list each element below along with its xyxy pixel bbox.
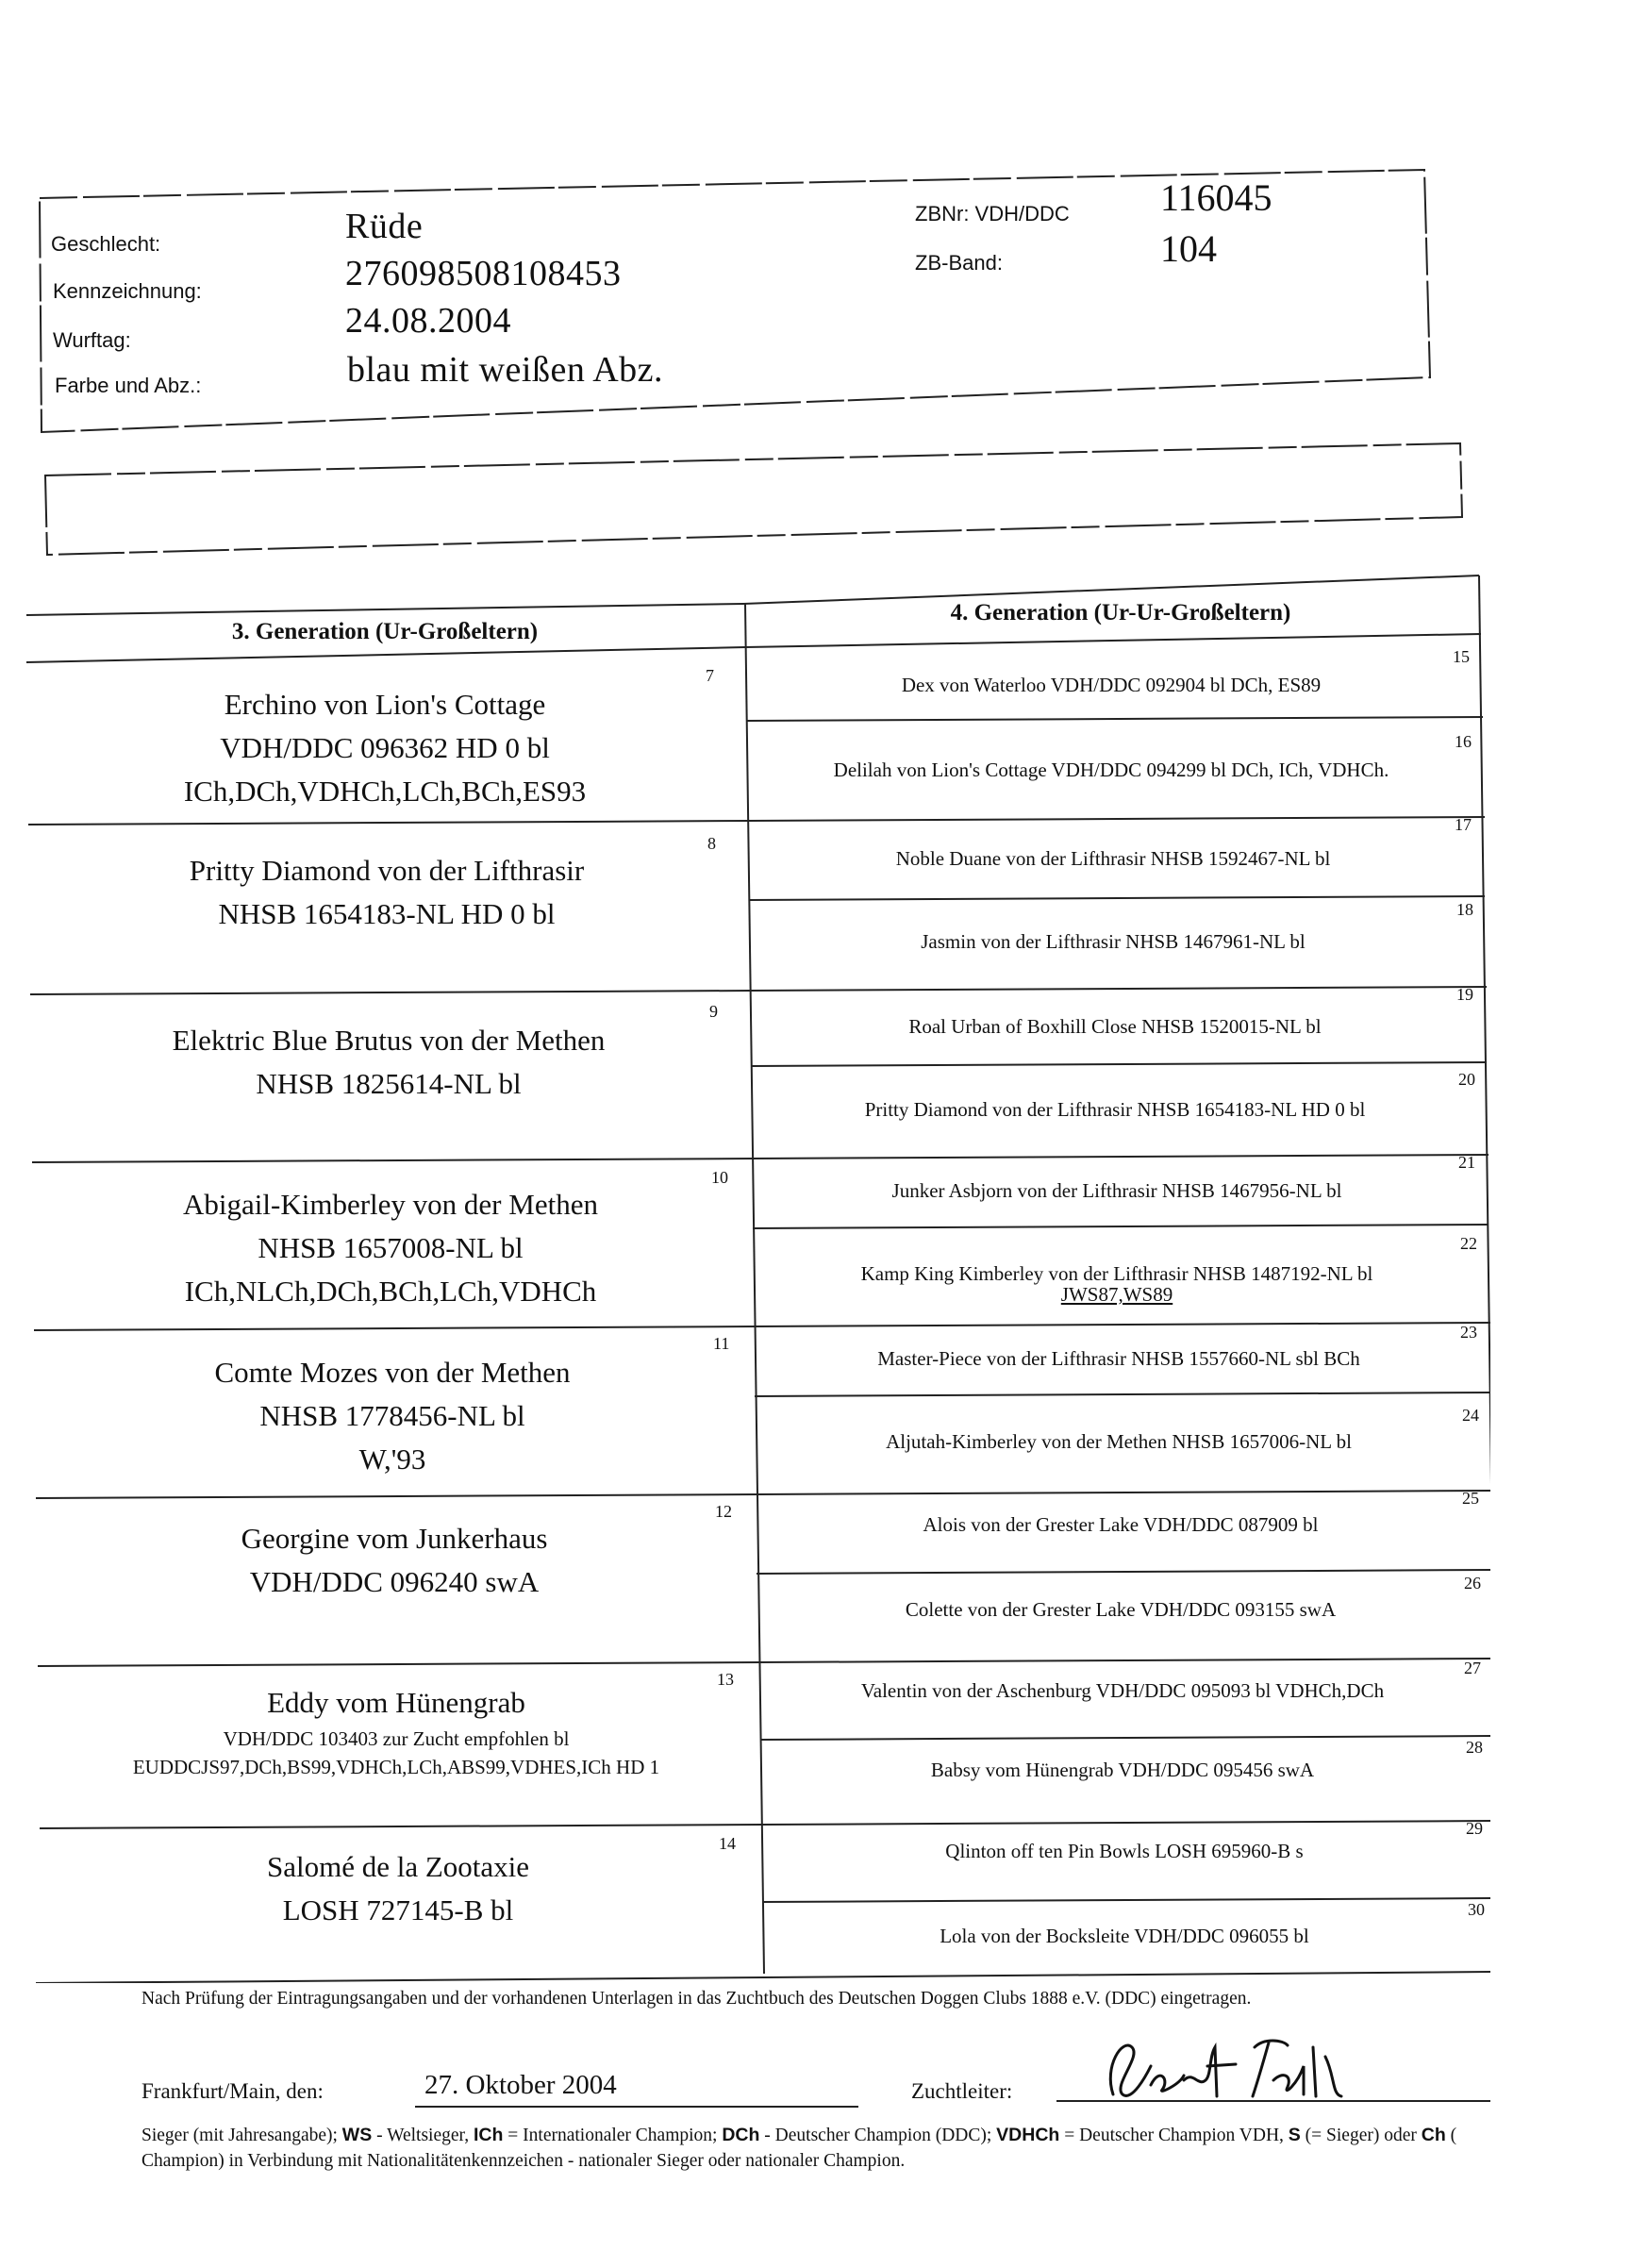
- legend-text: Sieger (mit Jahresangabe);: [141, 2126, 338, 2145]
- legend-abbr: VDHCh: [996, 2125, 1060, 2145]
- gen3-entry: [42, 1183, 740, 1313]
- gen4-number: 21: [1458, 1153, 1475, 1172]
- id-value: 276098508108453: [345, 254, 622, 293]
- gen4-entry: Lola von der Bocksleite VDH/DDC 096055 bl: [940, 1925, 1309, 1947]
- gen3-registry: VDH/DDC 103403 zur Zucht empfohlen bl: [223, 1727, 570, 1750]
- gen4-entry: Colette von der Grester Lake VDH/DDC 093155 swA: [905, 1598, 1337, 1621]
- legend-abbr: Ch: [1421, 2125, 1446, 2145]
- gen3-number: 12: [715, 1502, 732, 1521]
- gen3-registry: VDH/DDC 096240 swA: [249, 1565, 540, 1598]
- issue-date: 27. Oktober 2004: [424, 2070, 617, 2100]
- gen4-entry: Babsy vom Hünengrab VDH/DDC 095456 swA: [930, 1759, 1315, 1781]
- gen4-number: 16: [1455, 732, 1472, 751]
- gen3-heading: 3. Generation (Ur-Großeltern): [231, 619, 539, 644]
- gen3-titles: ICh,NLCh,DCh,BCh,LCh,VDHCh: [184, 1275, 597, 1308]
- color-value: blau mit weißen Abz.: [347, 350, 664, 390]
- gen4-number: 23: [1460, 1323, 1477, 1342]
- sex-value: Rüde: [345, 207, 424, 246]
- gen3-entry: [40, 1019, 738, 1106]
- gen4-number: 29: [1466, 1819, 1483, 1838]
- legend-abbr: S: [1288, 2125, 1301, 2145]
- gen3-number: 11: [713, 1334, 730, 1353]
- zbnr-label: ZBNr: VDH/DDC: [915, 202, 1070, 225]
- gen4-number: 25: [1462, 1489, 1479, 1508]
- gen4-entry: Alois von der Grester Lake VDH/DDC 087909 bl: [923, 1513, 1319, 1536]
- gen3-registry: NHSB 1654183-NL HD 0 bl: [218, 897, 556, 930]
- gen3-registry: NHSB 1778456-NL bl: [259, 1399, 525, 1432]
- legend-text: - Weltsieger,: [372, 2126, 470, 2145]
- gen4-entry: Roal Urban of Boxhill Close NHSB 1520015-NL bl: [908, 1015, 1322, 1038]
- gen4-number: 20: [1458, 1070, 1475, 1089]
- gen3-entry: [36, 683, 734, 813]
- gen3-name: Abigail-Kimberley von der Methen: [183, 1188, 598, 1221]
- gen4-number: 17: [1455, 815, 1472, 834]
- gen3-number: 14: [719, 1834, 736, 1853]
- gen4-number: 22: [1460, 1234, 1477, 1253]
- gen4-text: Kamp King Kimberley von der Lifthrasir NHSB 1487192-NL bl: [860, 1262, 1373, 1285]
- gen4-entry: Noble Duane von der Lifthrasir NHSB 1592467-NL bl: [895, 847, 1331, 870]
- gen4-entry: Junker Asbjorn von der Lifthrasir NHSB 1467956-NL bl: [891, 1179, 1342, 1202]
- gen4-entry: Dex von Waterloo VDH/DDC 092904 bl DCh, ES89: [901, 674, 1322, 696]
- gen4-entry: [768, 1262, 1466, 1306]
- gen3-entry: [43, 1351, 741, 1481]
- gen3-registry: NHSB 1825614-NL bl: [256, 1067, 522, 1100]
- gen4-heading: 4. Generation (Ur-Ur-Großeltern): [950, 600, 1291, 625]
- birth-value: 24.08.2004: [345, 301, 511, 341]
- remarks-box-border: [43, 442, 1466, 557]
- gen3-name: Pritty Diamond von der Lifthrasir: [189, 854, 585, 887]
- legend-text: - Deutscher Champion (DDC);: [759, 2126, 992, 2145]
- legend-text: = Deutscher Champion VDH,: [1059, 2126, 1284, 2145]
- gen4-entry: Delilah von Lion's Cottage VDH/DDC 094299 bl DCh, ICh, VDHCh.: [833, 759, 1389, 781]
- gen3-number: 7: [706, 666, 714, 685]
- sex-label: Geschlecht:: [51, 232, 161, 256]
- gen4-number: 30: [1468, 1900, 1485, 1919]
- gen3-registry: LOSH 727145-B bl: [282, 1893, 514, 1926]
- gen3-name: Comte Mozes von der Methen: [214, 1356, 571, 1389]
- legend-abbr: DCh: [722, 2125, 760, 2145]
- color-label: Farbe und Abz.:: [55, 374, 202, 397]
- gen3-entry: [47, 1681, 745, 1781]
- gen4-number: 18: [1456, 900, 1473, 919]
- gen4-entry: Pritty Diamond von der Lifthrasir NHSB 1654183-NL HD 0 bl: [864, 1098, 1366, 1121]
- gen3-entry: [49, 1845, 747, 1932]
- gen4-entry: Qlinton off ten Pin Bowls LOSH 695960-B s: [945, 1840, 1304, 1862]
- birth-label: Wurftag:: [53, 328, 131, 352]
- gen3-name: Salomé de la Zootaxie: [266, 1850, 530, 1883]
- animal-info-box: [38, 160, 1460, 434]
- gen4-titles: JWS87,WS89: [1060, 1283, 1173, 1306]
- gen4-number: 27: [1464, 1659, 1481, 1677]
- date-underline: [415, 2106, 858, 2108]
- gen4-number: 26: [1464, 1574, 1481, 1593]
- gen4-entry: Master-Piece von der Lifthrasir NHSB 1557660-NL sbl BCh: [877, 1347, 1360, 1370]
- remarks-box: [43, 442, 1466, 557]
- gen3-name: Georgine vom Junkerhaus: [241, 1522, 548, 1555]
- gen3-number: 13: [717, 1670, 734, 1689]
- registration-note: Nach Prüfung der Eintragungsangaben und der vorhandenen Unterlagen in das Zuchtbuch des Deutschen Doggen Clubs 1888 e.V. (DDC) eingetragen.: [141, 1989, 1252, 2009]
- abbreviation-legend: [141, 2123, 1500, 2174]
- zbband-value: 104: [1160, 227, 1217, 270]
- gen3-registry: NHSB 1657008-NL bl: [258, 1231, 524, 1264]
- place-label: Frankfurt/Main, den:: [141, 2079, 324, 2103]
- gen3-number: 10: [711, 1168, 728, 1187]
- gen3-titles: W,'93: [358, 1443, 426, 1476]
- breeding-warden-label: Zuchtleiter:: [911, 2079, 1013, 2103]
- legend-text: (= Sieger) oder: [1300, 2126, 1417, 2145]
- legend-text: ( Champion) in Verbindung mit Nationalitätenkennzeichen - nationaler Sieger oder nationaler Champion.: [141, 2126, 1457, 2171]
- gen4-number: 24: [1462, 1406, 1479, 1425]
- gen4-entry: Aljutah-Kimberley von der Methen NHSB 1657006-NL bl: [886, 1430, 1352, 1453]
- gen3-name: Erchino von Lion's Cottage: [224, 688, 546, 721]
- legend-abbr: WS: [341, 2125, 373, 2145]
- legend-abbr: ICh: [473, 2125, 504, 2145]
- gen3-titles: ICh,DCh,VDHCh,LCh,BCh,ES93: [183, 775, 587, 808]
- gen3-name: Elektric Blue Brutus von der Methen: [172, 1024, 606, 1057]
- pedigree-table: [26, 568, 1490, 1983]
- zbnr-value: 116045: [1160, 176, 1272, 219]
- gen4-number: 28: [1466, 1738, 1483, 1757]
- gen3-registry: VDH/DDC 096362 HD 0 bl: [220, 731, 550, 764]
- gen3-entry: [45, 1517, 743, 1604]
- gen3-titles: EUDDCJS97,DCh,BS99,VDHCh,LCh,ABS99,VDHES,ICh HD 1: [132, 1756, 660, 1778]
- gen4-number: 15: [1453, 647, 1470, 666]
- gen3-number: 8: [707, 834, 716, 853]
- handwritten-signature: [1094, 2028, 1396, 2113]
- zbband-label: ZB-Band:: [915, 251, 1003, 275]
- legend-text: = Internationaler Champion;: [503, 2126, 718, 2145]
- gen3-entry: [38, 849, 736, 936]
- gen4-entry: Valentin von der Aschenburg VDH/DDC 095093 bl VDHCh,DCh: [860, 1679, 1385, 1702]
- gen3-name: Eddy vom Hünengrab: [267, 1686, 525, 1719]
- gen4-entry: Jasmin von der Lifthrasir NHSB 1467961-NL bl: [921, 930, 1306, 953]
- gen3-number: 9: [709, 1002, 718, 1021]
- gen4-number: 19: [1456, 985, 1473, 1004]
- id-label: Kennzeichnung:: [53, 279, 202, 303]
